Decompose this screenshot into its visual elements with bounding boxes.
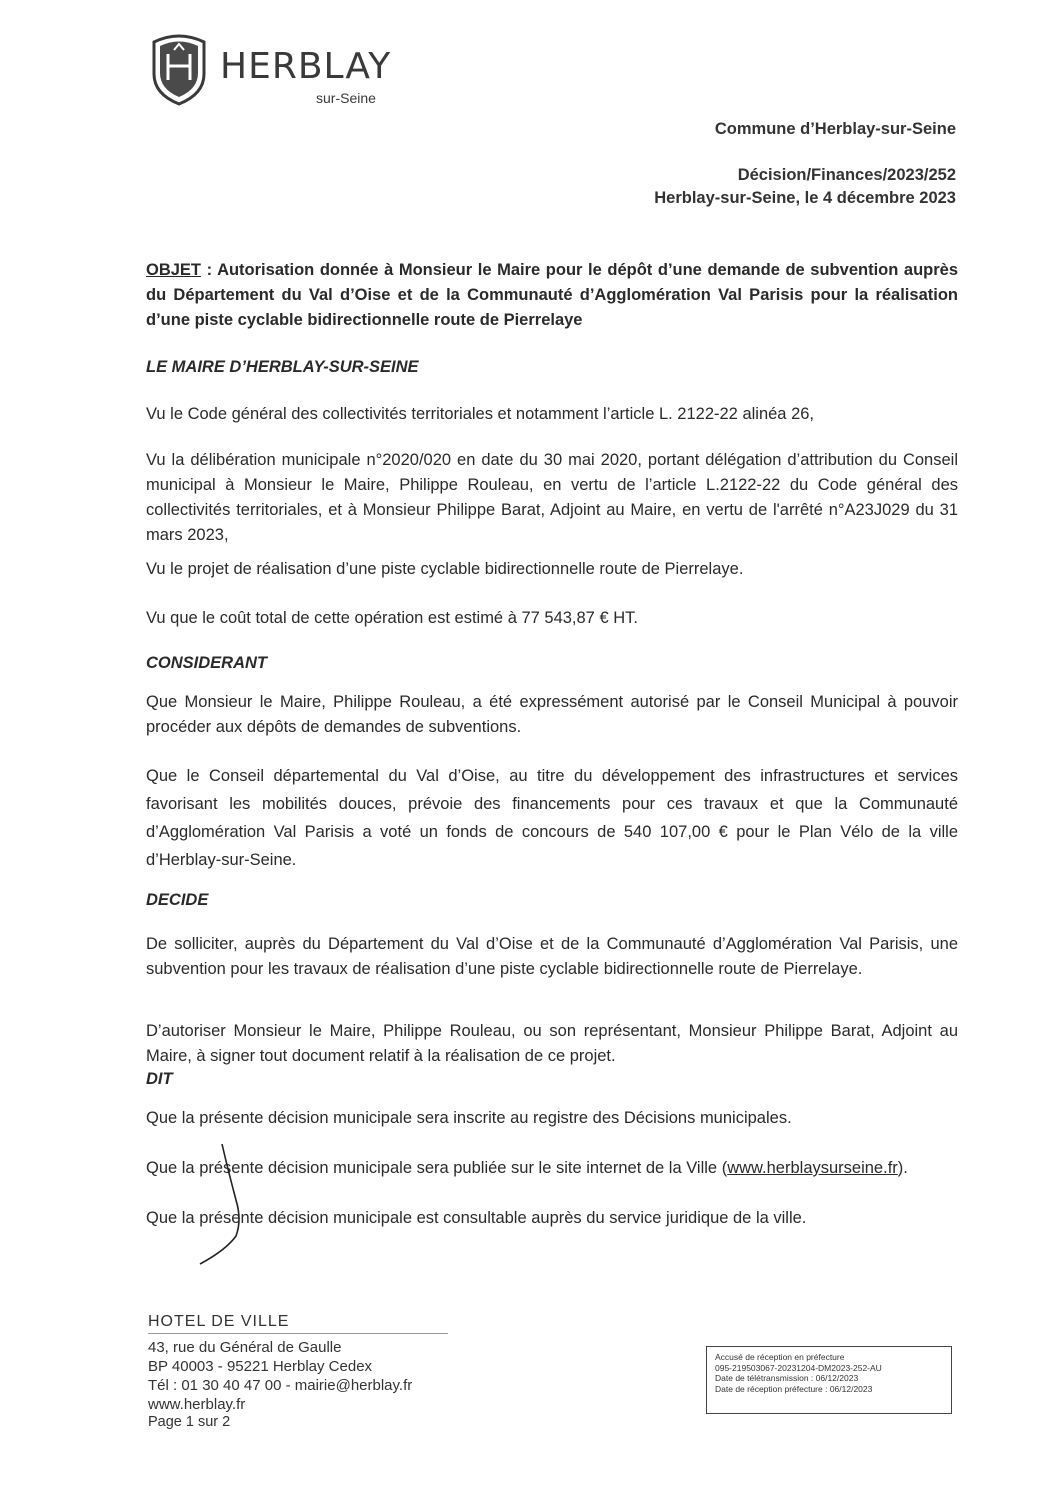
dit-paragraph: Que la présente décision municipale sera inscrite au registre des Décisions municipales. [146,1109,792,1127]
footer-divider [148,1333,448,1334]
decision-reference: Décision/Finances/2023/252 [737,166,956,184]
commune-name: Commune d’Herblay-sur-Seine [714,120,956,138]
vu-paragraph: Vu que le coût total de cette opération est estimé à 77 543,87 € HT. [146,609,638,627]
logo-name: HERBLAY [220,46,392,87]
decision-date: Herblay-sur-Seine, le 4 décembre 2023 [654,189,956,207]
decide-paragraph: De solliciter, auprès du Département du Val d’Oise et de la Communauté d’Agglomération Val Parisis, une subvention pour les travaux de réalisation d’une piste cyclable bidirectionnelle route de Pierrelaye. [146,935,958,978]
dit-text: ). [897,1159,908,1177]
footer-website: www.herblay.fr [148,1396,246,1413]
footer-contact: Tél : 01 30 40 47 00 - mairie@herblay.fr [148,1377,413,1394]
stamp-line: Accusé de réception en préfecture [715,1352,845,1362]
considerant-paragraph: Que Monsieur le Maire, Philippe Rouleau, a été expressément autorisé par le Conseil Municipal à pouvoir procéder aux dépôts de demandes de subventions. [146,693,958,736]
decide-heading: DECIDE [146,891,209,909]
footer-address-line: 43, rue du Général de Gaulle [148,1339,342,1356]
dit-text: Que la présente décision municipale sera publiée sur le site internet de la Ville ( [146,1159,728,1177]
mayor-heading: LE MAIRE D’HERBLAY-SUR-SEINE [146,358,419,376]
decide-paragraph: D’autoriser Monsieur le Maire, Philippe Rouleau, ou son représentant, Monsieur Philippe Barat, Adjoint au Maire, à signer tout document relatif à la réalisation de ce projet. [146,1022,958,1065]
vu-paragraph: Vu la délibération municipale n°2020/020 en date du 30 mai 2020, portant délégation d’attribution du Conseil municipal à Monsieur le Maire, Philippe Rouleau, en vertu de l’article L.2122-22 du Code général des collectivités territoriales, et à Monsieur Philippe Barat, Adjoint au Maire, en vertu de l'arrêté n°A23J029 du 31 mars 2023, [146,451,958,544]
footer-address [148,1312,448,1414]
dit-paragraph: Que la présente décision municipale est consultable auprès du service juridique de la ville. [146,1209,807,1227]
stamp-line: Date de télétransmission : 06/12/2023 [715,1373,859,1383]
stamp-line: 095-219503067-20231204-DM2023-252-AU [715,1362,882,1373]
prefecture-receipt-stamp [706,1346,952,1414]
handwritten-signature [180,1140,260,1270]
stamp-line: Date de réception préfecture : 06/12/2023 [715,1383,873,1394]
dit-heading: DIT [146,1070,173,1088]
dit-paragraph [146,1156,958,1181]
subject-block [146,258,958,333]
considerant-paragraph: Que le Conseil départemental du Val d’Oise, au titre du développement des infrastructures et services favorisant les mobilités douces, prévoie des financements pour ces travaux et que la Communauté d’Agglomération Val Parisis a voté un fonds de concours de 540 107,00 € pour le Plan Vélo de la ville d’Herblay-sur-Seine. [146,767,958,869]
subject-text: : Autorisation donnée à Monsieur le Maire pour le dépôt d’une demande de subvention auprès du Département du Val d’Oise et de la Communauté d’Agglomération Val Parisis pour la réalisation d’une piste cyclable bidirectionnelle route de Pierrelaye [146,261,958,329]
vu-paragraph: Vu le Code général des collectivités territoriales et notamment l’article L. 2122-22 alinéa 26, [146,405,815,423]
considerant-heading: CONSIDERANT [146,654,268,672]
page-number: Page 1 sur 2 [148,1414,231,1430]
website-link[interactable]: www.herblaysurseine.fr [727,1159,898,1177]
city-logo [148,28,418,108]
footer-title: HOTEL DE VILLE [148,1313,290,1330]
logo-subtitle: sur-Seine [316,90,376,106]
subject-label: OBJET [146,261,202,279]
vu-paragraph: Vu le projet de réalisation d’une piste cyclable bidirectionnelle route de Pierrelaye. [146,560,744,578]
coat-of-arms-icon [148,28,210,106]
footer-address-line: BP 40003 - 95221 Herblay Cedex [148,1358,373,1375]
